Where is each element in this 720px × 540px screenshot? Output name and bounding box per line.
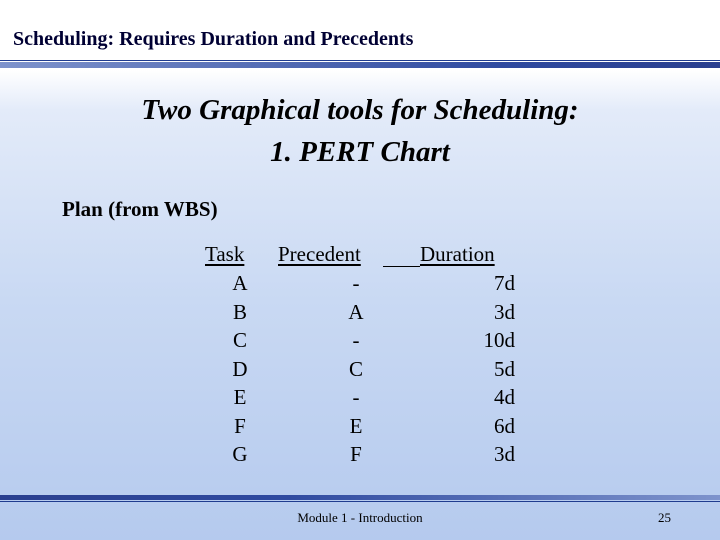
table-row-duration: 3d	[494, 442, 515, 466]
table-row-task: G	[232, 442, 248, 466]
table-row-precedent: F	[350, 442, 362, 466]
table-row-duration: 10d	[483, 328, 515, 352]
slide-title: Scheduling: Requires Duration and Precedents	[13, 28, 414, 50]
footer-text: Module 1 - Introduction	[297, 510, 423, 525]
footer-rule	[0, 495, 720, 501]
table-row-duration: 6d	[494, 413, 515, 438]
title-rule-thin	[0, 60, 720, 61]
table-row-task: A	[232, 271, 248, 295]
table-row-precedent: -	[352, 328, 360, 352]
table-row-duration: 4d	[494, 385, 515, 409]
header-duration: Duration	[420, 242, 495, 266]
table-row-precedent: -	[352, 385, 360, 409]
table-row-duration: 7d	[494, 271, 515, 295]
title-rule	[0, 60, 720, 68]
footer-rule-thick	[0, 495, 720, 500]
header-task: Task	[205, 242, 245, 266]
table-row-task: D	[232, 356, 248, 381]
table-row-duration: 5d	[494, 356, 515, 381]
table-row-task: E	[233, 385, 247, 409]
heading-line-2: 1. PERT Chart	[270, 136, 450, 168]
page-number: 25	[658, 510, 671, 525]
plan-label: Plan (from WBS)	[62, 197, 218, 221]
table-row-task: F	[234, 413, 246, 438]
table-row-precedent: A	[348, 299, 364, 324]
heading-line-1: Two Graphical tools for Scheduling:	[141, 94, 579, 126]
table-row-task: B	[232, 299, 247, 324]
table-row-precedent: C	[348, 356, 363, 381]
table-row-task: C	[232, 328, 247, 352]
table-row-duration: 3d	[494, 299, 515, 324]
title-rule-thick	[0, 62, 720, 68]
table-row-precedent: -	[352, 271, 360, 295]
table-row-precedent: E	[349, 413, 363, 438]
header-underline-gap	[383, 266, 420, 267]
header-precedent: Precedent	[278, 242, 361, 266]
footer-rule-thin	[0, 501, 720, 502]
